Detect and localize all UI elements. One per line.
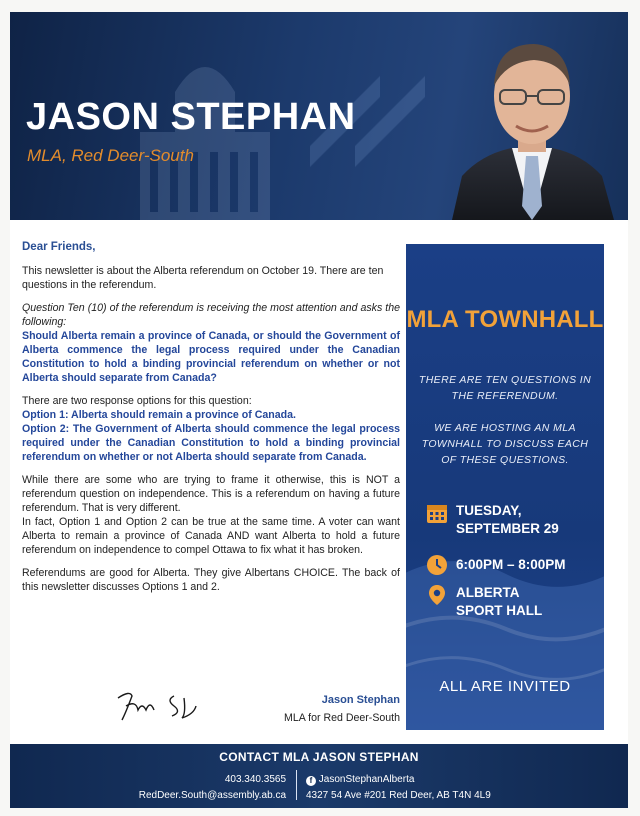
contact-footer [10, 744, 628, 808]
event-date-text: SEPTEMBER 29 [456, 521, 559, 536]
contact-phone: 403.340.3565 [224, 774, 286, 785]
townhall-sidebar [406, 244, 604, 730]
question-ten-intro: Question Ten (10) of the referendum is receiving the most attention and asks the following: [22, 302, 400, 328]
contact-facebook [306, 774, 414, 786]
handwritten-signature [112, 688, 222, 724]
both-options-text: In fact, Option 1 and Option 2 can be true at the same time. A voter can want Alberta to remain a province of Canada AND want Alberta to hold a future referendum on independence to compel Ottawa to fix what it has broken. [22, 516, 400, 556]
question-ten-text: Should Alberta remain a province of Canada, or should the Government of Alberta commence the legal process required under the Canadian Constitution to hold a binding provincial referendum on whether or not Alberta should separate from Canada? [22, 330, 400, 384]
contact-title: CONTACT MLA JASON STEPHAN [219, 750, 419, 764]
intro-paragraph: This newsletter is about the Alberta referendum on October 19. There are ten questions in the referendum. [22, 265, 384, 291]
option-2-text: Option 2: The Government of Alberta should commence the legal process required under the Canadian Constitution to hold a binding provincial referendum on whether or not Alberta should separate from Canada. [22, 423, 400, 463]
facebook-handle: JasonStephanAlberta [318, 774, 415, 785]
contact-email: RedDeer.South@assembly.ab.ca [138, 790, 286, 801]
newsletter-page [10, 12, 628, 808]
framing-text: While there are some who are trying to frame it otherwise, this is NOT a referendum question on independence. This is a referendum on having a future referendum. That is very different. [22, 474, 400, 514]
location-line-2: SPORT HALL [456, 603, 543, 618]
signature-role: MLA for Red Deer-South [284, 712, 400, 724]
options-intro: There are two response options for this question: [22, 395, 252, 407]
location-line-1: ALBERTA [456, 585, 520, 600]
calendar-icon [426, 502, 448, 524]
greeting: Dear Friends, [22, 241, 96, 253]
mla-role-subtitle: MLA, Red Deer-South [27, 146, 194, 165]
event-time [426, 554, 566, 576]
event-location [426, 584, 542, 620]
hosting-text: WE ARE HOSTING AN MLA TOWNHALL TO DISCUSS EACH OF THESE QUESTIONS. [421, 422, 589, 466]
options-paragraph [22, 394, 400, 464]
mla-name-heading: JASON STEPHAN [26, 96, 356, 138]
footer-divider [296, 770, 297, 800]
ten-questions-text: THERE ARE TEN QUESTIONS IN THE REFERENDUM. [418, 374, 592, 402]
event-time-text: 6:00PM – 8:00PM [456, 557, 566, 572]
mla-portrait-photo [442, 26, 622, 220]
townhall-title: MLA TOWNHALL [406, 306, 604, 333]
contact-address: 4327 54 Ave #201 Red Deer, AB T4N 4L9 [306, 790, 491, 801]
header-banner [10, 12, 628, 220]
event-weekday: TUESDAY, [456, 503, 522, 518]
framing-paragraph [22, 473, 400, 557]
option-1-text: Option 1: Alberta should remain a province of Canada. [22, 409, 296, 421]
question-ten-paragraph [22, 301, 400, 385]
signature-name: Jason Stephan [321, 694, 400, 706]
closing-paragraph: Referendums are good for Alberta. They give Albertans CHOICE. The back of this newsletter discusses Options 1 and 2. [22, 567, 400, 593]
location-pin-icon [426, 584, 448, 606]
all-invited-text: ALL ARE INVITED [439, 678, 571, 695]
event-date [426, 502, 559, 538]
letter-body [22, 240, 400, 603]
clock-icon [426, 554, 448, 576]
signature-block [22, 688, 400, 738]
facebook-icon: f [306, 776, 316, 786]
